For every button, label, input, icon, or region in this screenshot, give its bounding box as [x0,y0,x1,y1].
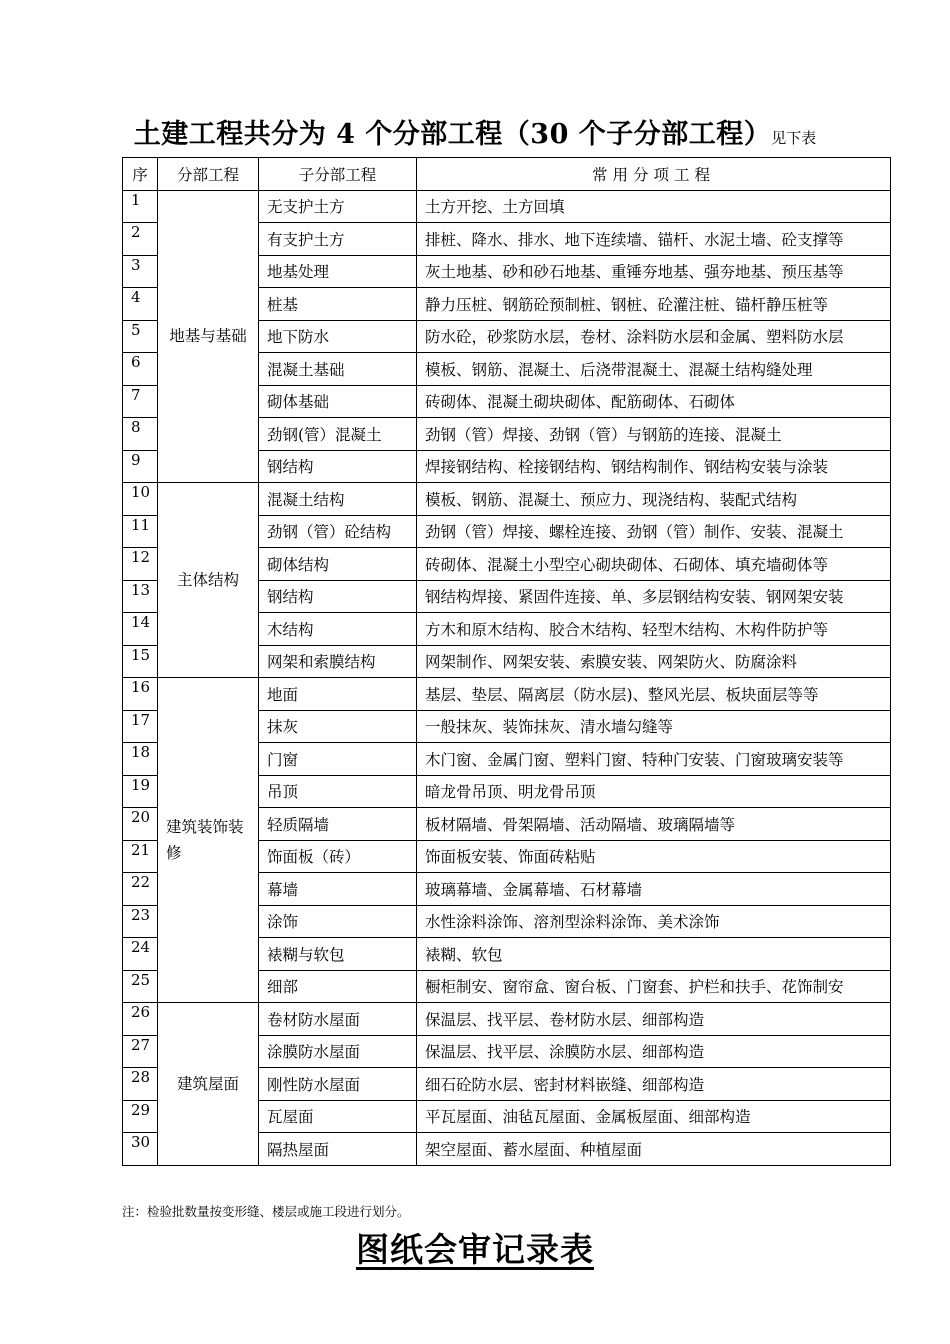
work-items: 水性涂料涂饰、溶剂型涂料涂饰、美术涂饰 [417,905,891,938]
subdivision-name: 木结构 [259,613,417,646]
table-body [123,190,891,1165]
subdivision-name: 钢结构 [259,580,417,613]
row-number: 13 [123,580,158,613]
work-items: 裱糊、软包 [417,938,891,971]
subdivision-name: 轻质隔墙 [259,808,417,841]
row-number: 7 [123,385,158,418]
row-number: 24 [123,938,158,971]
subdivision-name: 有支护土方 [259,223,417,256]
work-items: 砖砌体、混凝土砌块砌体、配筋砌体、石砌体 [417,385,891,418]
work-items: 橱柜制安、窗帘盒、窗台板、门窗套、护栏和扶手、花饰制安 [417,970,891,1003]
division-name: 主体结构 [158,483,259,678]
row-number: 15 [123,645,158,678]
work-items: 平瓦屋面、油毡瓦屋面、金属板屋面、细部构造 [417,1100,891,1133]
row-number: 8 [123,418,158,451]
table-row [123,190,891,223]
row-number: 29 [123,1100,158,1133]
work-items: 排桩、降水、排水、地下连续墙、锚杆、水泥土墙、砼支撑等 [417,223,891,256]
header-seq: 序 [123,158,158,191]
subdivision-name: 幕墙 [259,873,417,906]
row-number: 9 [123,450,158,483]
work-items: 劲钢（管）焊接、螺栓连接、劲钢（管）制作、安装、混凝土 [417,515,891,548]
title-main: 土建工程共分为 4 个分部工程（30 个子分部工程） [133,119,772,150]
work-items: 防水砼，砂浆防水层，卷材、涂料防水层和金属、塑料防水层 [417,320,891,353]
subdivision-name: 桩基 [259,288,417,321]
subdivision-name: 细部 [259,970,417,1003]
subdivision-name: 无支护土方 [259,190,417,223]
table-row [123,1003,891,1036]
work-items: 焊接钢结构、栓接钢结构、钢结构制作、钢结构安装与涂装 [417,450,891,483]
work-items: 灰土地基、砂和砂石地基、重锤夯地基、强夯地基、预压基等 [417,255,891,288]
table-row [123,483,891,516]
division-name: 地基与基础 [158,190,259,483]
division-name: 建筑装饰装修 [158,678,259,1003]
work-items: 饰面板安装、饰面砖粘贴 [417,840,891,873]
row-number: 17 [123,710,158,743]
work-items: 暗龙骨吊顶、明龙骨吊顶 [417,775,891,808]
row-number: 16 [123,678,158,711]
work-items: 一般抹灰、装饰抹灰、清水墙勾缝等 [417,710,891,743]
division-table [122,157,891,1166]
title-suffix: 见下表 [771,129,817,147]
row-number: 2 [123,223,158,256]
row-number: 11 [123,515,158,548]
work-items: 模板、钢筋、混凝土、后浇带混凝土、混凝土结构缝处理 [417,353,891,386]
work-items: 基层、垫层、隔离层（防水层)、整风光层、板块面层等等 [417,678,891,711]
row-number: 19 [123,775,158,808]
subdivision-name: 劲钢(管）混凝土 [259,418,417,451]
subdivision-name: 隔热屋面 [259,1133,417,1166]
work-items: 劲钢（管）焊接、劲钢（管）与钢筋的连接、混凝土 [417,418,891,451]
work-items: 细石砼防水层、密封材料嵌缝、细部构造 [417,1068,891,1101]
subdivision-name: 混凝土基础 [259,353,417,386]
row-number: 18 [123,743,158,776]
subdivision-name: 砌体结构 [259,548,417,581]
work-items: 板材隔墙、骨架隔墙、活动隔墙、玻璃隔墙等 [417,808,891,841]
table-row [123,678,891,711]
row-number: 3 [123,255,158,288]
subdivision-name: 饰面板（砖） [259,840,417,873]
table-header-row [123,158,891,191]
row-number: 30 [123,1133,158,1166]
row-number: 10 [123,483,158,516]
subdivision-name: 涂膜防水屋面 [259,1035,417,1068]
subdivision-name: 砌体基础 [259,385,417,418]
subdivision-name: 地基处理 [259,255,417,288]
work-items: 架空屋面、蓄水屋面、种植屋面 [417,1133,891,1166]
subdivision-name: 吊顶 [259,775,417,808]
row-number: 1 [123,190,158,223]
work-items: 方木和原木结构、胶合木结构、轻型木结构、木构件防护等 [417,613,891,646]
row-number: 12 [123,548,158,581]
row-number: 5 [123,320,158,353]
row-number: 27 [123,1035,158,1068]
work-items: 静力压桩、钢筋砼预制桩、钢桩、砼灌注桩、锚杆静压桩等 [417,288,891,321]
document-title [0,112,950,151]
subdivision-name: 裱糊与软包 [259,938,417,971]
subdivision-name: 钢结构 [259,450,417,483]
work-items: 保温层、找平层、卷材防水层、细部构造 [417,1003,891,1036]
footnote: 注：检验批数量按变形缝、楼层或施工段进行划分。 [122,1204,410,1219]
work-items: 模板、钢筋、混凝土、预应力、现浇结构、装配式结构 [417,483,891,516]
row-number: 14 [123,613,158,646]
row-number: 25 [123,970,158,1003]
work-items: 木门窗、金属门窗、塑料门窗、特种门安装、门窗玻璃安装等 [417,743,891,776]
subdivision-name: 门窗 [259,743,417,776]
work-items: 保温层、找平层、涂膜防水层、细部构造 [417,1035,891,1068]
subdivision-name: 卷材防水屋面 [259,1003,417,1036]
work-items: 砖砌体、混凝土小型空心砌块砌体、石砌体、填充墙砌体等 [417,548,891,581]
subdivision-name: 混凝土结构 [259,483,417,516]
header-subdivision: 子分部工程 [259,158,417,191]
row-number: 6 [123,353,158,386]
subdivision-name: 涂饰 [259,905,417,938]
work-items: 土方开挖、土方回填 [417,190,891,223]
header-items: 常用分项工程 [417,158,891,191]
row-number: 28 [123,1068,158,1101]
row-number: 21 [123,840,158,873]
subdivision-name: 地下防水 [259,320,417,353]
second-title: 图纸会审记录表 [356,1230,594,1269]
subdivision-name: 地面 [259,678,417,711]
row-number: 26 [123,1003,158,1036]
row-number: 4 [123,288,158,321]
work-items: 网架制作、网架安装、索膜安装、网架防火、防腐涂料 [417,645,891,678]
row-number: 20 [123,808,158,841]
row-number: 23 [123,905,158,938]
division-name: 建筑屋面 [158,1003,259,1166]
work-items: 玻璃幕墙、金属幕墙、石材幕墙 [417,873,891,906]
work-items: 钢结构焊接、紧固件连接、单、多层钢结构安装、钢网架安装 [417,580,891,613]
subdivision-name: 瓦屋面 [259,1100,417,1133]
subdivision-name: 劲钢（管）砼结构 [259,515,417,548]
subdivision-name: 网架和索膜结构 [259,645,417,678]
header-division: 分部工程 [158,158,259,191]
subdivision-name: 刚性防水屋面 [259,1068,417,1101]
subdivision-name: 抹灰 [259,710,417,743]
row-number: 22 [123,873,158,906]
